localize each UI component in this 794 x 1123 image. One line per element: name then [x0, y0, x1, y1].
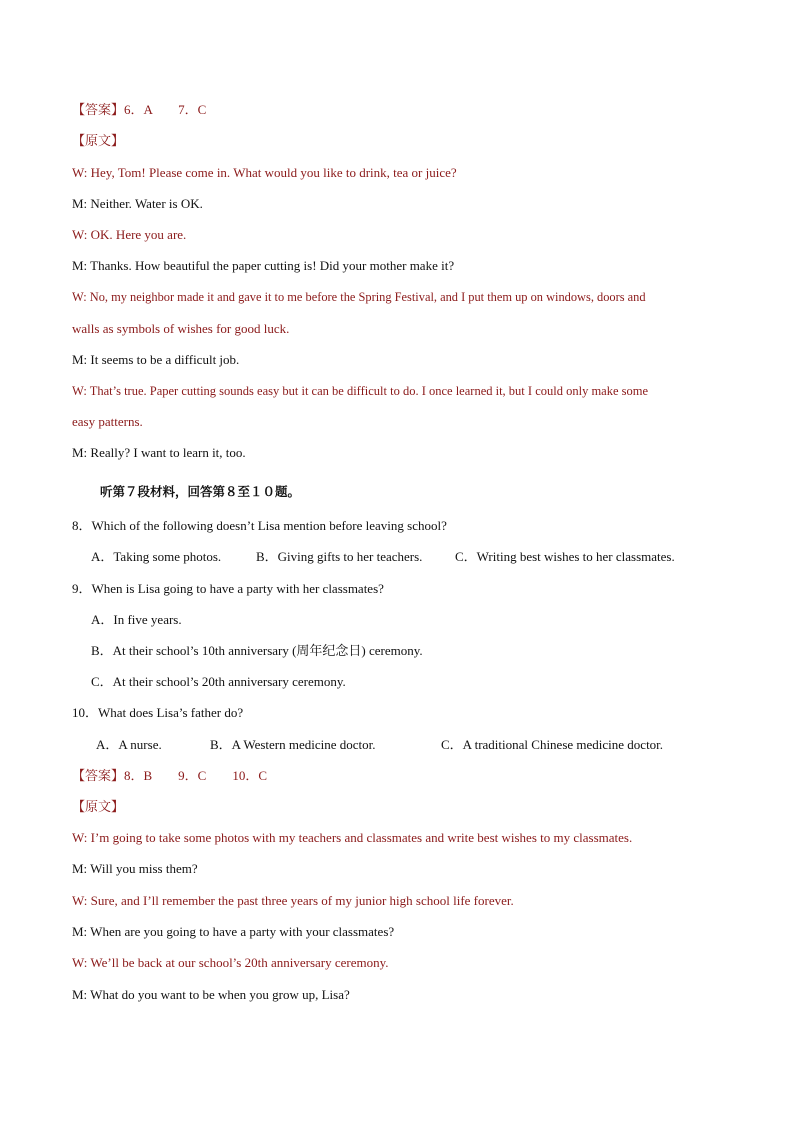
- transcript-line: W: No, my neighbor made it and gave it to me before the Spring Festival, and I put them up on windows, doors and: [72, 290, 646, 304]
- answer-line-2: [72, 767, 267, 785]
- answer-label: 【答案】: [72, 768, 125, 783]
- section-instruction: 听第７段材料，回答第８至１０题。: [100, 484, 301, 499]
- transcript-line: easy patterns.: [72, 414, 143, 429]
- question-option: B．At their school’s 10th anniversary (周年纪念日) ceremony.: [91, 643, 423, 658]
- transcript-line: M: It seems to be a difficult job.: [72, 352, 240, 367]
- transcript-line: W: OK. Here you are.: [72, 227, 187, 242]
- question-option: C．A traditional Chinese medicine doctor.: [441, 737, 664, 752]
- transcript-line: walls as symbols of wishes for good luck.: [72, 321, 290, 336]
- transcript-line: M: Really? I want to learn it, too.: [72, 445, 246, 460]
- transcript-line: W: That’s true. Paper cutting sounds easy but it can be difficult to do. I once learned it, but I could only make some: [72, 384, 649, 398]
- transcript-line: W: Sure, and I’ll remember the past three years of my junior high school life forever.: [72, 893, 514, 908]
- question-stem: 10．What does Lisa’s father do?: [72, 705, 244, 720]
- question-option: C．At their school’s 20th anniversary ceremony.: [91, 674, 346, 689]
- answer-label: 【答案】: [72, 102, 125, 117]
- answer-text: 6．A 7．C: [124, 102, 207, 117]
- question-option: B．A Western medicine doctor.: [210, 737, 376, 752]
- question-option: A．Taking some photos.: [91, 549, 222, 564]
- transcript-line: M: Thanks. How beautiful the paper cutting is! Did your mother make it?: [72, 258, 455, 273]
- transcript-line: M: Will you miss them?: [72, 861, 198, 876]
- question-stem: 8．Which of the following doesn’t Lisa mention before leaving school?: [72, 518, 447, 533]
- transcript-line: M: Neither. Water is OK.: [72, 196, 203, 211]
- transcript-line: M: What do you want to be when you grow up, Lisa?: [72, 987, 350, 1002]
- question-option: A．A nurse.: [96, 737, 162, 752]
- answer-line-1: [72, 101, 206, 119]
- transcript-line: W: We’ll be back at our school’s 20th anniversary ceremony.: [72, 955, 389, 970]
- transcript-label: 【原文】: [72, 799, 125, 814]
- question-option: A．In five years.: [91, 612, 182, 627]
- transcript-line: W: I’m going to take some photos with my teachers and classmates and write best wishes to my classmates.: [72, 830, 633, 845]
- transcript-line: W: Hey, Tom! Please come in. What would you like to drink, tea or juice?: [72, 165, 457, 180]
- question-option: B．Giving gifts to her teachers.: [256, 549, 423, 564]
- transcript-label: 【原文】: [72, 133, 125, 148]
- question-stem: 9．When is Lisa going to have a party with her classmates?: [72, 581, 384, 596]
- answer-text: 8．B 9．C 10．C: [124, 768, 268, 783]
- transcript-line: M: When are you going to have a party with your classmates?: [72, 924, 395, 939]
- question-option: C．Writing best wishes to her classmates.: [455, 549, 675, 564]
